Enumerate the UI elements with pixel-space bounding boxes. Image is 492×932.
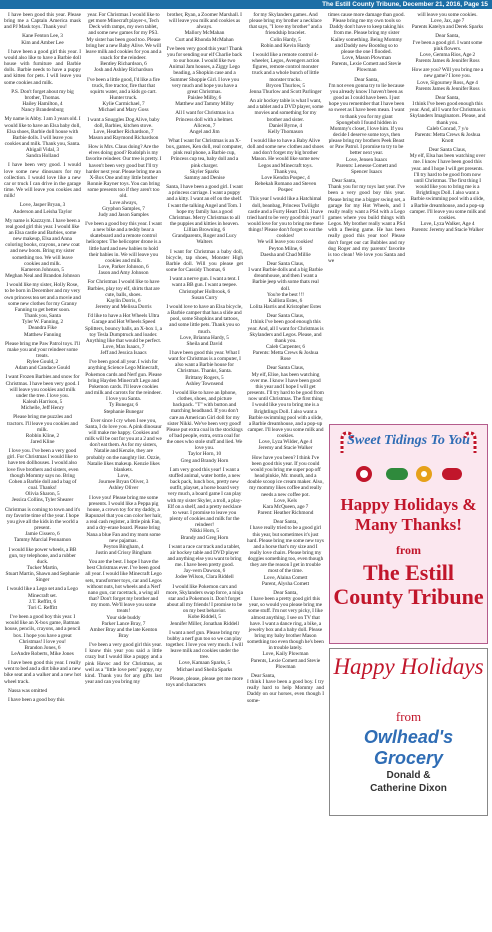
letter-paragraph: brother, Ryan, a Zoomer Marshall. I will leave you milk and cookies as always. Mallory McMahan Curt and Rhonda McMahan (167, 12, 242, 43)
letter-paragraph: Nassa was omitted (8, 687, 48, 694)
letter-paragraph: year. For Christmas I would like to get more Minecraft player-s, Tech Deck with ramps, my own tablet, and some new games for my PS3. My sister has been good too. Please bring her a new Baby Alive. We will leave milk and cookies for you and a snack for the reindeer. Bentley Richardson, 6 Josh and Ashley Richardson (85, 12, 162, 74)
letter-paragraph: I would like Pokemon cars and more, Skylanders swap force, a ninja star and a Pokemon it. Don't forget about all my friends! I promise to be on my best behavior. Kobe Riddell, 5 Jennifer Miller, Jonathan Riddell (166, 583, 243, 627)
letter-paragraph: How is Mrs. Claus doing? Are the elves doing good? Rudolph is my favorite reindeer. Our tree is pretty. I haven't been very good but I'll try harder next year. Please bring me an X-Box One and my little brother Ronnie Rayner toys. You can bring some presents too if they aren't too old. Love always, Gryphon Samples, 7 Judy and Jason Samples (85, 144, 162, 218)
letter-paragraph: I would like a Lego set and a Lego Minecraft set. J.T. Reffitt, 6 Tori C. Reffitt (6, 586, 79, 611)
letter-paragraph: Please, please, please get me more toys and characters (166, 675, 243, 688)
letter-paragraph: I have been good this year. What I want for Christmas is a computer, I also want a Barbie house for Christmas. Thanks, Santa. Brittany Rogers, 5 Ashley Townsend (168, 349, 241, 387)
column-1 (4, 12, 81, 930)
letter-paragraph: You are the best. I hope I have the best Christmas ever. I've been good all year. I would like Minecraft Lego sets, transformer toys, car and Legos without nuts, hot wheels and a Nerf nano gun, car racetrack, a wing all that? Don't forget my brother and my mom. We'll leave you some treats! Your side buddy Parker Lance Bray, 7 Amber Bray and the late Kenton Bray (85, 559, 162, 639)
tribune-holiday-ad (329, 424, 488, 644)
letter-paragraph: Santa, I have been a good girl. I want a princess carriage. I want a puppy and a kitty. I want an elf on the shelf. I want the talking Angel and Tom. I hope my family has a good Christmas. Merry Christmas to all the puppies and kitties in heaven. Lillian Browning, 6 Grandparents, Roger and Lucy Walters (166, 184, 243, 246)
grocery-ad-from-label: from (395, 709, 422, 724)
letter-paragraph: Dear Santa Claus, I want Barbie dolls and a big Barbie dreamhouse, and then I want a Barbie jeep with some thats real doll. You're the best !!! Kallista Estes, 6 Lolita Harris and Kristopher Estes (248, 260, 323, 311)
letter-paragraph: I would like to have a Baby Alive doll and some new clothes and shoes and don't forget my big brother Mason. He would like some new Legos and Minecraft toys. Thank you, Love Kendra Pospec, 4 Rebekah Romano and Steven Pospec (247, 137, 324, 194)
letter-paragraph: Dear Santa, I have been a pretty good girl this year, so would you please bring me some stuff. I'm not very picky, I like almost anything. I see on TV that have. I want a dance ring, a bike, a jewelry box and a baby doll. Please bring my baby brother Mason something too even though he's been in trouble lately. Love, Kaily Plowman Parents, Lexie Comett and Stevie Plowman (247, 589, 324, 670)
letter-paragraph: I am very good this year! I want a stuffed animal, water bottle, a new back pack, lunch box, pretty new outfit, playset, a horse board very very much, a board game I can play with my sister Skyler, a troll, a play-Elf on a shelf, and a pretty necklace to wear. I promise to leave you plenty of cookies and milk for the reindeer! Nikki Horn, 5 Brandy and Greg Horn (166, 466, 243, 541)
letter-paragraph: P.S. Don't forget about my big brother, Thomas. Hailey Hamilton, 4 Nancy Brandenburg (11, 88, 74, 114)
letter-paragraph: I have been a good boy this (8, 696, 65, 703)
letter-paragraph: Please bring me Paw Patrol toys. I'll make you and your reindeer some treats. Rylee Gould, 2 Adam and Candace Gould (5, 340, 80, 372)
column-2 (85, 12, 162, 930)
letter-paragraph: I want a race car track and a tablet, air hockey table and DVD player and anything else you want to bring me. I have been pretty good. Jay-vern Dawson, 6 Jodee Wilson, Clara Riddell (167, 543, 242, 581)
letter-paragraph: Ever since I cry when I see you, Santa, I do love you. A pink dinosaur will make me happy. Cookies and milk will be out for you at a 2 and we don't eat them. As for my sisters, Natalie and Kenzie, they are probably on the naughty list. Ozzie, Natalie likes makeup. Kenzie likes blankets. Love, Journee Bryan Oliver, 3 Ashley Oliver (85, 417, 162, 492)
letter-paragraph: I've been good all year. I wish for anything Science Lego Minecraft, Pokemon cards and Nerf gun. Please bring Hayden Minecraft Lego and Pokemon cards. I'll leave cookies and milk and carrots for the reindeer. I love you Santa. Ty Bunegar, 6 Stephanie Bunegar (85, 359, 162, 415)
letter-paragraph: Dear Santa Claus, My elf, Elsa has been watching over me. I know I have been good this year. and I hope I will get presents. I'll try hard to be good from now until Christmas. The first thing I would like you to bring me is a Brightlings Doll. I also want a Barbie swimming pool with a slide, a Barbie dreamhouse, and a pop-up camper. I'll leave you some milk and cookies. Love, Lyza Walker, Age 4 Parents: Jeremy and Stacie Walker (409, 147, 486, 234)
letter-paragraph: Dear Santa, Thank you for my toys last year. I've been a very good boy this year. Please bring me a bigger swing set, a garage for my Hot Wheels, and I really really want a PS4 with a Lego games where you build things with Legos. My brother really want a PS4 with a fleeing game. He has been really good this year too! Please don't forget our cat Bubbles and my dog Roger and my parents' favorite is too clean! We love you Santa and we (328, 178, 405, 265)
letter-paragraph: I want a nerve gun. I want a tent. I want a BB gun. I want a teepee. Christopher Holbrook, 6 Susan Curry (169, 276, 240, 301)
letter-paragraph: I have been good this year. I really went to bed and a dirt bike and a new bike seat and a walker and a new hot wheel track. (4, 660, 81, 685)
letter-paragraph: I want Frozen Barbies and snow for Christmas. I have been very good. I will leave you cookies and milk under the tree. I love you. Kaleah Harrison, 5 Michelle, Jeff Henry (5, 374, 80, 412)
letter-paragraph: Kane Fenton Lee, 3 Kim and Amber Lee (21, 33, 64, 46)
letter-paragraph: I would like my sister, Holly Rose, to be born in December and my very own princess tea set and a movie and some new clothes for my Granny Fanning to get better soon. Thank you, Santa Tyler W. Fanning, 2 Deandra Fike Matthew Fanning (4, 282, 81, 338)
letter-paragraph: I want for Christmas a baby doll, bicycle, tap shoes, Monster High Barbie doll. Will you please get some for Cassidy Thomas, 6 (166, 248, 243, 274)
grocery-owners: Donald & Catherine Dixon (370, 770, 447, 794)
grocery-holiday-ad (329, 648, 488, 816)
grocery-ad-greeting: Happy Holidays (333, 654, 484, 679)
letter-paragraph: Dear Santa, I think I have been a good boy. I try really hard to help Mommy and Daddy on our horses, even though I some- (247, 672, 324, 704)
letter-paragraph: Dear Santa Claus, I think I've been good enough this year. And, all I want for Christmas is Skylanders and Legos. Please, and thank you. Caleb Carpenter, 6 Parents: Metta Crews & Joshua Rose (247, 313, 324, 363)
page-header (0, 0, 492, 9)
letter-paragraph: My name is Abby. I am 3 years old. I would like to have an Elsa baby doll, Elsa shoes, Barbie doll house with Barbie dolls. I will leave you cookies and milk. Thank you, Santa. Abigail Vidal, 3 Sandra Holland (4, 116, 81, 160)
letter-paragraph: I would love to have an Elsa bicycle, a Barbie camper that has a slide and pool, some Shopkins and tattoos, and some little pets. Thank you so much. Love, Brianna Hardy, 5 Sheila and David (166, 303, 243, 347)
ad-title: Sweet Tidings To You (347, 433, 470, 448)
header-text: The Estill County Tribune, December 21, 2016, Page 15 (322, 1, 488, 8)
letter-paragraph: Love, Jasper Bryan, 3 Anderson and Leisha Taylor (12, 202, 73, 215)
letter-paragraph: I have been very good. I would love some new dinosaurs for my collection. I would love like a new car or truck I can drive in the garage time. We will leave you cookies and milk! (4, 162, 81, 200)
letter-paragraph: I'd like to have a Hot Wheels Ultra Garage and Hot Wheels Speed Splitters, bouncy balls, an X-box 1, a toy Tesla Dumptruck and loader. Anything like that would be perfect. Love, Max Isaacs, 7 Jeff and Jessica Isaacs (85, 313, 162, 357)
letter-paragraph: My name is Kazzzym. I have been a real good girl this year. I would like an Elsa castle and Barbies, some new makeup, Elsa and Anna coloring books, crayons, a new coat and new boots. Bring my sister something too. We will leave cookies and milk. Kameron Johnson, 5 Meghan Neal and Brandon Johnson (5, 217, 80, 280)
letter-paragraph: An air hockey table is what I want, and a tablet and a DVD player, some movies and something for my brother and sister. Daniel Byrne, 4 Kelly Thomason (247, 98, 324, 135)
letter-paragraph: I have been good this year. Please bring me a Captain America mask and PJ Mask toys. Thank you! (4, 12, 81, 31)
letter-paragraph: I love you. I've been a very good girl. For Christmas I would like to have ten dollhouses. I would also love five brothers and sisters, even though Mommy says no. Bring Cohen a Barbie doll and a bag of coal. Thanks! Olivia Sharon, 5 Jessica Collins, Tyler Shearer (6, 448, 79, 504)
letter-paragraph: Christmas is coming to town and it's my favorite time of the year. I hope you give all the kids in the world a present. Jamie Cissero, 6 Tammy Marcial Pennamon (4, 506, 81, 544)
ad-newspaper-name: The Estill County Tribune (333, 560, 484, 609)
letter-paragraph: I would like power wheels, a BB gun, toy telephone, and a rubber duck. Tucker Martin, Stuart Martin, Shawn and Sephanie Singer (5, 546, 80, 584)
letter-paragraph: All I want for Christmas is a Princess doll with a helmet. Aliceon, 7 Angel and Jim (175, 110, 234, 135)
letter-paragraph: I would like a remote control 4-wheeler, Legos, Avengers action figures, remote control monster truck and a whole bunch of little monster trucks. Brycen Thurlow, 5 Jenna Thurlow and Scott Parlinger (249, 51, 322, 95)
letter-paragraph: I want a Snuggles Dog Alive, baby doll, Barbies, kitchen stove. Love, Heather Richardson, 7 Mason and Raymond Richardson (87, 116, 160, 141)
letter-paragraph: Dear Santa, I'm not even gonna try to lie because you already know I haven't been as good as I could have been. I just hope you remember that I have been so sweet as I have been mean. I want to thank you for my giant Spongebob I found hidden in Mommy's closet, I love him. If you decide I deserve some toys, then please bring my brothers Peek Beast or Paw Patrol. I promise to try to be better next year. Love, Jensen Isaacs Parents: Lenesse Comett and Spencer Isaacs (328, 76, 405, 175)
column-5 (328, 12, 405, 420)
letter-paragraph: I've been very good this year! Thank you for sending our elf Charlie back to our house. I would like two Animal Jam houses, a Ziggy Lego beading, a Shopkin case and a Summer Shoppie Girl. I love you very much and hope you have a great Christmas. Paislee Milby, 6 Matthew and Tammy Milby (166, 45, 243, 108)
letter-paragraph: I have been a good girl this year. I would also like to have a Barbie doll house with furniture and Barbie dolls. Barbie needs to have a puppy and kitten for pets. I will leave you some cookies and milk. (4, 48, 81, 86)
letter-paragraph: Dear Santa, I have really tried to be a good girl this year, but sometimes it's just hard. Please bring me some new toys and a horse that's my size and I really love chairs. Please bring my doggies something too, even though they are the reason I get in trouble most of the time. Love, Alaina Comett Parent, Alysha Comett (247, 519, 324, 587)
letter-paragraph: I would like to have an Iphone, clothes, shoes, and picture backpack. "T" with button and matching headband. If you don't care an American Girl doll for my sister Nikki. We've been very good! Please put extra coal in the stockings of bad people, extra, extra coal for the ones who stole stuff and lied. We love you. Taylor Horn, 10 Greg and Brandy Horn (166, 389, 243, 464)
letter-paragraph: Dear Santa, I've been a good girl. I want some pink flowers. Love, Gemma Rios, Age 2 Parents James & Jennifer Ross (412, 33, 483, 65)
letter-paragraph: for my Skylanders games. And please bring my brother a necklace that says, "I love my brother" and a friendship bracelet. Colin Hardy, 5 Robin and Kevin Hardy (249, 12, 322, 49)
grocery-name: Owlhead's Grocery (363, 727, 454, 768)
letter-paragraph: Dear Santa, I think I've been good enough this year. And, all I want for Christmas is Skylanders Imaginators. Please, and thank you. Caleb Conrad, 7 y/o Parents: Metta Crews & Joshua Knott (409, 94, 486, 144)
letter-paragraph: I want a nerf gun. Please bring my bubby a nerf gun too so we can play together. I love you very much. I will leave milk and cookies under the tree. Love, Kamaan Sparks, 5 Michael and Sheila Sparks (166, 629, 243, 673)
letter-paragraph: I've been a good boy this year. I want a new bike and a teddy bear a skateboard and a remote control helicopter. The helicopter drone is a little hard and new babies to hold their babies in. We will leave you cookies and milk. Love, Parker Johnson, 6 Jason and Amy Johnson (85, 221, 162, 277)
letter-paragraph: I've been a little good, I'd like a fire truck, fire tractor, fire that that squirts water, and a kids go cart. Hunter truck. Kylie Carmichael, 7 Michael and Mary Goss (87, 76, 160, 114)
letter-paragraph: times cause more damage than good. Please bring me my own tools so Daddy don't have to keep taking his from me. Please bring my sister Kailey something. Being Mommy and Daddy new Bootdog so to please the one I flooded. Love, Mason Plowman Parents, Lexie Comett and Stevie Plowman (328, 12, 405, 74)
ad-greeting: Happy Holidays & Many Thanks! (340, 495, 477, 534)
ad-from-label: from (395, 543, 422, 557)
letter-paragraph: How have you been? I think I've been good this year. If you could would you bring me super pop off head pinkie, Mr. mouth, and a double scoop ice cream maker. Also, my mommy likes coffee and really needs a new coffee pot. Love, Kels Kara McQueen, age 7 Parent: Heather Richmond (247, 454, 324, 517)
letter-paragraph: For Christmas I would like to have Barbies, play toy elf, shirts that are cute, balls, shoes. Kaylin Dorris, 6 Jeremy and Melissa Dorris (87, 279, 160, 311)
letter-paragraph: This year I would like a Hatchimal doll, beanbag, Princess Twilight castle and a Furry Heart Doll. I have tried hard to be very good this year! I would love for you to bring me these things! Please don't forget to eat the cookies! We will leave you cookies! Peyton Milne, 6 Daesha and Chad Millie (247, 196, 324, 258)
letter-paragraph: I've been a good boy this year. I would like an X-box game, Batman house, pencils, crayons, and a pencil box. I hope you have a great Christmas! I love you! Brandon Jones, 6 LeAndre Roberts, Mike Jones (4, 614, 81, 657)
column-6 (409, 12, 486, 420)
column-3 (166, 12, 243, 930)
letter-paragraph: Please bring me puzzles and tractors. I'll leave you cookies and milk. Robbin Kline, 2 Jared Kline (7, 414, 78, 445)
candy-decoration-icon (350, 459, 469, 489)
letter-paragraph: I love you! Please bring me some presents. I would like a Peppa pig house, a crown toy for my daddy, a Rapunzel that you can color her hair, a real cash register, a little pink Fan, and a dry-erase board. Please bring Nana a blue Fan and my mom some new pajamas. Peyton Bingham, 4 Justin and Crissy Bingham (85, 494, 162, 556)
letter-paragraph: How are you? Will you bring me a new game? I love you. Love, Sigourney Ross, Age 4 Parents James & Jennifer Ross (411, 67, 484, 92)
column-4 (247, 12, 324, 930)
letter-paragraph: What I want for Christmas is an X-box, games, Ken doll, real computer, pink real phone, a Barbie cup, Princess cup tea, baby doll and a pink charger. Skyler Sparks Sammy and Denise (166, 137, 243, 181)
letter-paragraph: I've been a very good girl this year. I know this year you said a little crazy but I would like a puppy and a pink Havoc and for Christmas, as well as a "little love pets" puppy, my kind. Thank you for any gifts last year and can you bring my (85, 642, 162, 686)
letter-paragraph: Dear Santa Claus, My elf, Elise, has been watching over me. I know I have been good this year and I hope I will get presents. I'll try hard to be good from now until Christmas. The first thing I would like you to bring me is a Brightlings Doll. I also want a Barbie swimming pool with a slide, a Barbie dreamhouse, and a pop-up camper. I'll leave you some milk and cookies. Love, Lyza Wilder, Age 4 Jeremy and Stacie Walker (247, 365, 324, 452)
letter-paragraph: will leave you some cookies. Love, Jax, age 7 Parents Katelyn and Derek Sparks (411, 12, 484, 31)
